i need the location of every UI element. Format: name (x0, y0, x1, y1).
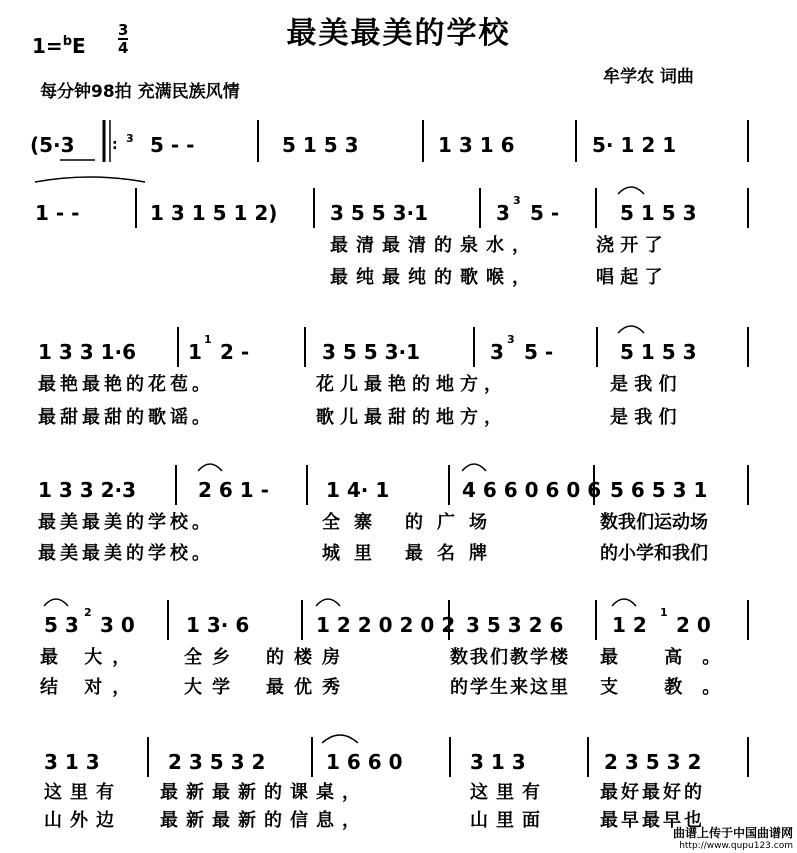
measure-2-4b: 5 - (530, 201, 560, 225)
key-note: E (72, 34, 86, 58)
measure-1-2: 5 - - (150, 133, 195, 157)
measure-3-2a: 1 (188, 340, 202, 364)
grace-note: 1 (204, 333, 212, 346)
measure-3-4a: 3 (490, 340, 504, 364)
measure-4-2: 2 6 1 - (198, 478, 269, 502)
measure-6-4: 3 1 3 (470, 750, 526, 774)
key-flat: b (62, 34, 72, 49)
repeat-sign: : (112, 137, 118, 153)
time-signature-top: 3 (118, 21, 129, 39)
measure-5-1b: 3 0 (100, 613, 135, 637)
lyric-line: 数我们教学楼 (450, 647, 570, 668)
measure-1-1: (5·3 (30, 133, 75, 157)
system-1-notes (0, 120, 797, 180)
system-2-lyrics-verse-1 (0, 233, 797, 263)
watermark-url: http://www.qupu123.com (679, 841, 793, 851)
lyric-line: 全寨 (322, 512, 386, 533)
lyric-line: 山里面 (470, 810, 548, 831)
measure-2-4a: 3 (496, 201, 510, 225)
lyric-line: 这里有 (470, 782, 548, 803)
lyric-line: 最 高。 (600, 647, 741, 668)
grace-note: 3 (513, 194, 521, 207)
lyric-line: 结 对， (40, 677, 141, 698)
lyric-line: 的楼房 (266, 647, 350, 668)
system-2-lyrics-verse-2 (0, 265, 797, 295)
measure-5-5a: 1 2 (612, 613, 647, 637)
system-5-lyrics-verse-1 (0, 645, 797, 675)
lyric-line: 最早最早也 (600, 810, 705, 831)
measure-6-3: 1 6 6 0 (326, 750, 403, 774)
measure-5-2: 1 3· 6 (186, 613, 250, 637)
measure-5-3: 1 2 2 0 2 0 2 (316, 613, 456, 637)
lyric-line: 城里 (322, 543, 386, 564)
lyric-line: 最新最新的信息， (160, 810, 368, 831)
time-signature-bottom: 4 (118, 39, 129, 57)
lyric-line: 大学 (184, 677, 240, 698)
measure-5-5b: 2 0 (676, 613, 711, 637)
system-4-lyrics-verse-1 (0, 510, 797, 540)
watermark (673, 824, 793, 851)
measure-6-1: 3 1 3 (44, 750, 100, 774)
measure-4-1: 1 3 3 2·3 (38, 478, 137, 502)
system-3-lyrics-verse-2 (0, 405, 797, 435)
lyric-line: 歌儿最甜的地方， (316, 407, 508, 428)
measure-1-3: 5 1 5 3 (282, 133, 359, 157)
measure-3-2b: 2 - (220, 340, 250, 364)
system-4-lyrics-verse-2 (0, 541, 797, 571)
lyric-line: 最新最新的课桌， (160, 782, 368, 803)
lyric-line: 支 教。 (600, 677, 741, 698)
lyric-line: 最好最好的 (600, 782, 705, 803)
tempo-marking: 每分钟98拍 充满民族风情 (40, 82, 240, 102)
measure-5-4: 3 5 3 2 6 (466, 613, 564, 637)
key-prefix: 1= (32, 34, 63, 58)
system-1-barlines (0, 120, 797, 180)
lyric-line: 花儿最艳的地方， (316, 374, 508, 395)
lyric-line: 最纯最纯的歌喉， (330, 267, 538, 288)
watermark-text: 曲谱上传于中国曲谱网 (672, 826, 793, 840)
lyric-line: 浇 开 了 (596, 235, 663, 256)
lyric-line: 最名牌 (405, 543, 501, 564)
lyric-line: 数我们运动场 (600, 512, 708, 533)
measure-6-5: 2 3 5 3 2 (604, 750, 702, 774)
grace-note: 1 (660, 606, 668, 619)
measure-3-3: 3 5 5 3·1 (322, 340, 421, 364)
lyric-line: 最甜最甜的歌谣。 (38, 407, 214, 428)
lyric-line: 的学生来这里 (450, 677, 570, 698)
measure-5-1a: 5 3 (44, 613, 79, 637)
grace-note: 3 (126, 132, 134, 145)
measure-1-4: 1 3 1 6 (438, 133, 515, 157)
measure-4-3: 1 4· 1 (326, 478, 390, 502)
lyric-line: 最 大， (40, 647, 141, 668)
lyric-line: 是 我 们 (610, 374, 677, 395)
song-title: 最美最美的学校 (286, 16, 511, 51)
grace-note: 2 (84, 606, 92, 619)
system-6-lyrics-verse-1 (0, 780, 797, 810)
lyric-line: 是 我 们 (610, 407, 677, 428)
lyric-line: 最美最美的学校。 (38, 543, 214, 564)
lyric-line: 最清最清的泉水， (330, 235, 538, 256)
lyric-line: 全乡 (184, 647, 240, 668)
measure-4-5: 5 6 5 3 1 (610, 478, 708, 502)
key-signature (32, 34, 86, 58)
lyric-line: 的广场 (405, 512, 501, 533)
system-3-lyrics-verse-1 (0, 372, 797, 402)
measure-2-2: 1 3 1 5 1 2) (150, 201, 278, 225)
grace-note: 3 (507, 333, 515, 346)
lyric-line: 唱 起 了 (596, 267, 663, 288)
lyric-line: 最美最美的学校。 (38, 512, 214, 533)
measure-1-5: 5· 1 2 1 (592, 133, 677, 157)
measure-3-4b: 5 - (524, 340, 554, 364)
measure-2-1: 1 - - (35, 201, 80, 225)
lyric-line: 山外边 (44, 810, 122, 831)
author-credit: 牟学农 词曲 (603, 67, 694, 87)
lyric-line: 最优秀 (266, 677, 350, 698)
lyric-line: 的小学和我们 (600, 543, 708, 564)
measure-4-4: 4 6 6 0 6 0 6 (462, 478, 602, 502)
measure-2-5: 5 1 5 3 (620, 201, 697, 225)
measure-3-1: 1 3 3 1·6 (38, 340, 137, 364)
measure-3-5: 5 1 5 3 (620, 340, 697, 364)
measure-6-2: 2 3 5 3 2 (168, 750, 266, 774)
time-signature (118, 22, 128, 56)
lyric-line: 这里有 (44, 782, 122, 803)
lyric-line: 最艳最艳的花苞。 (38, 374, 214, 395)
system-5-lyrics-verse-2 (0, 675, 797, 705)
measure-2-3: 3 5 5 3·1 (330, 201, 429, 225)
